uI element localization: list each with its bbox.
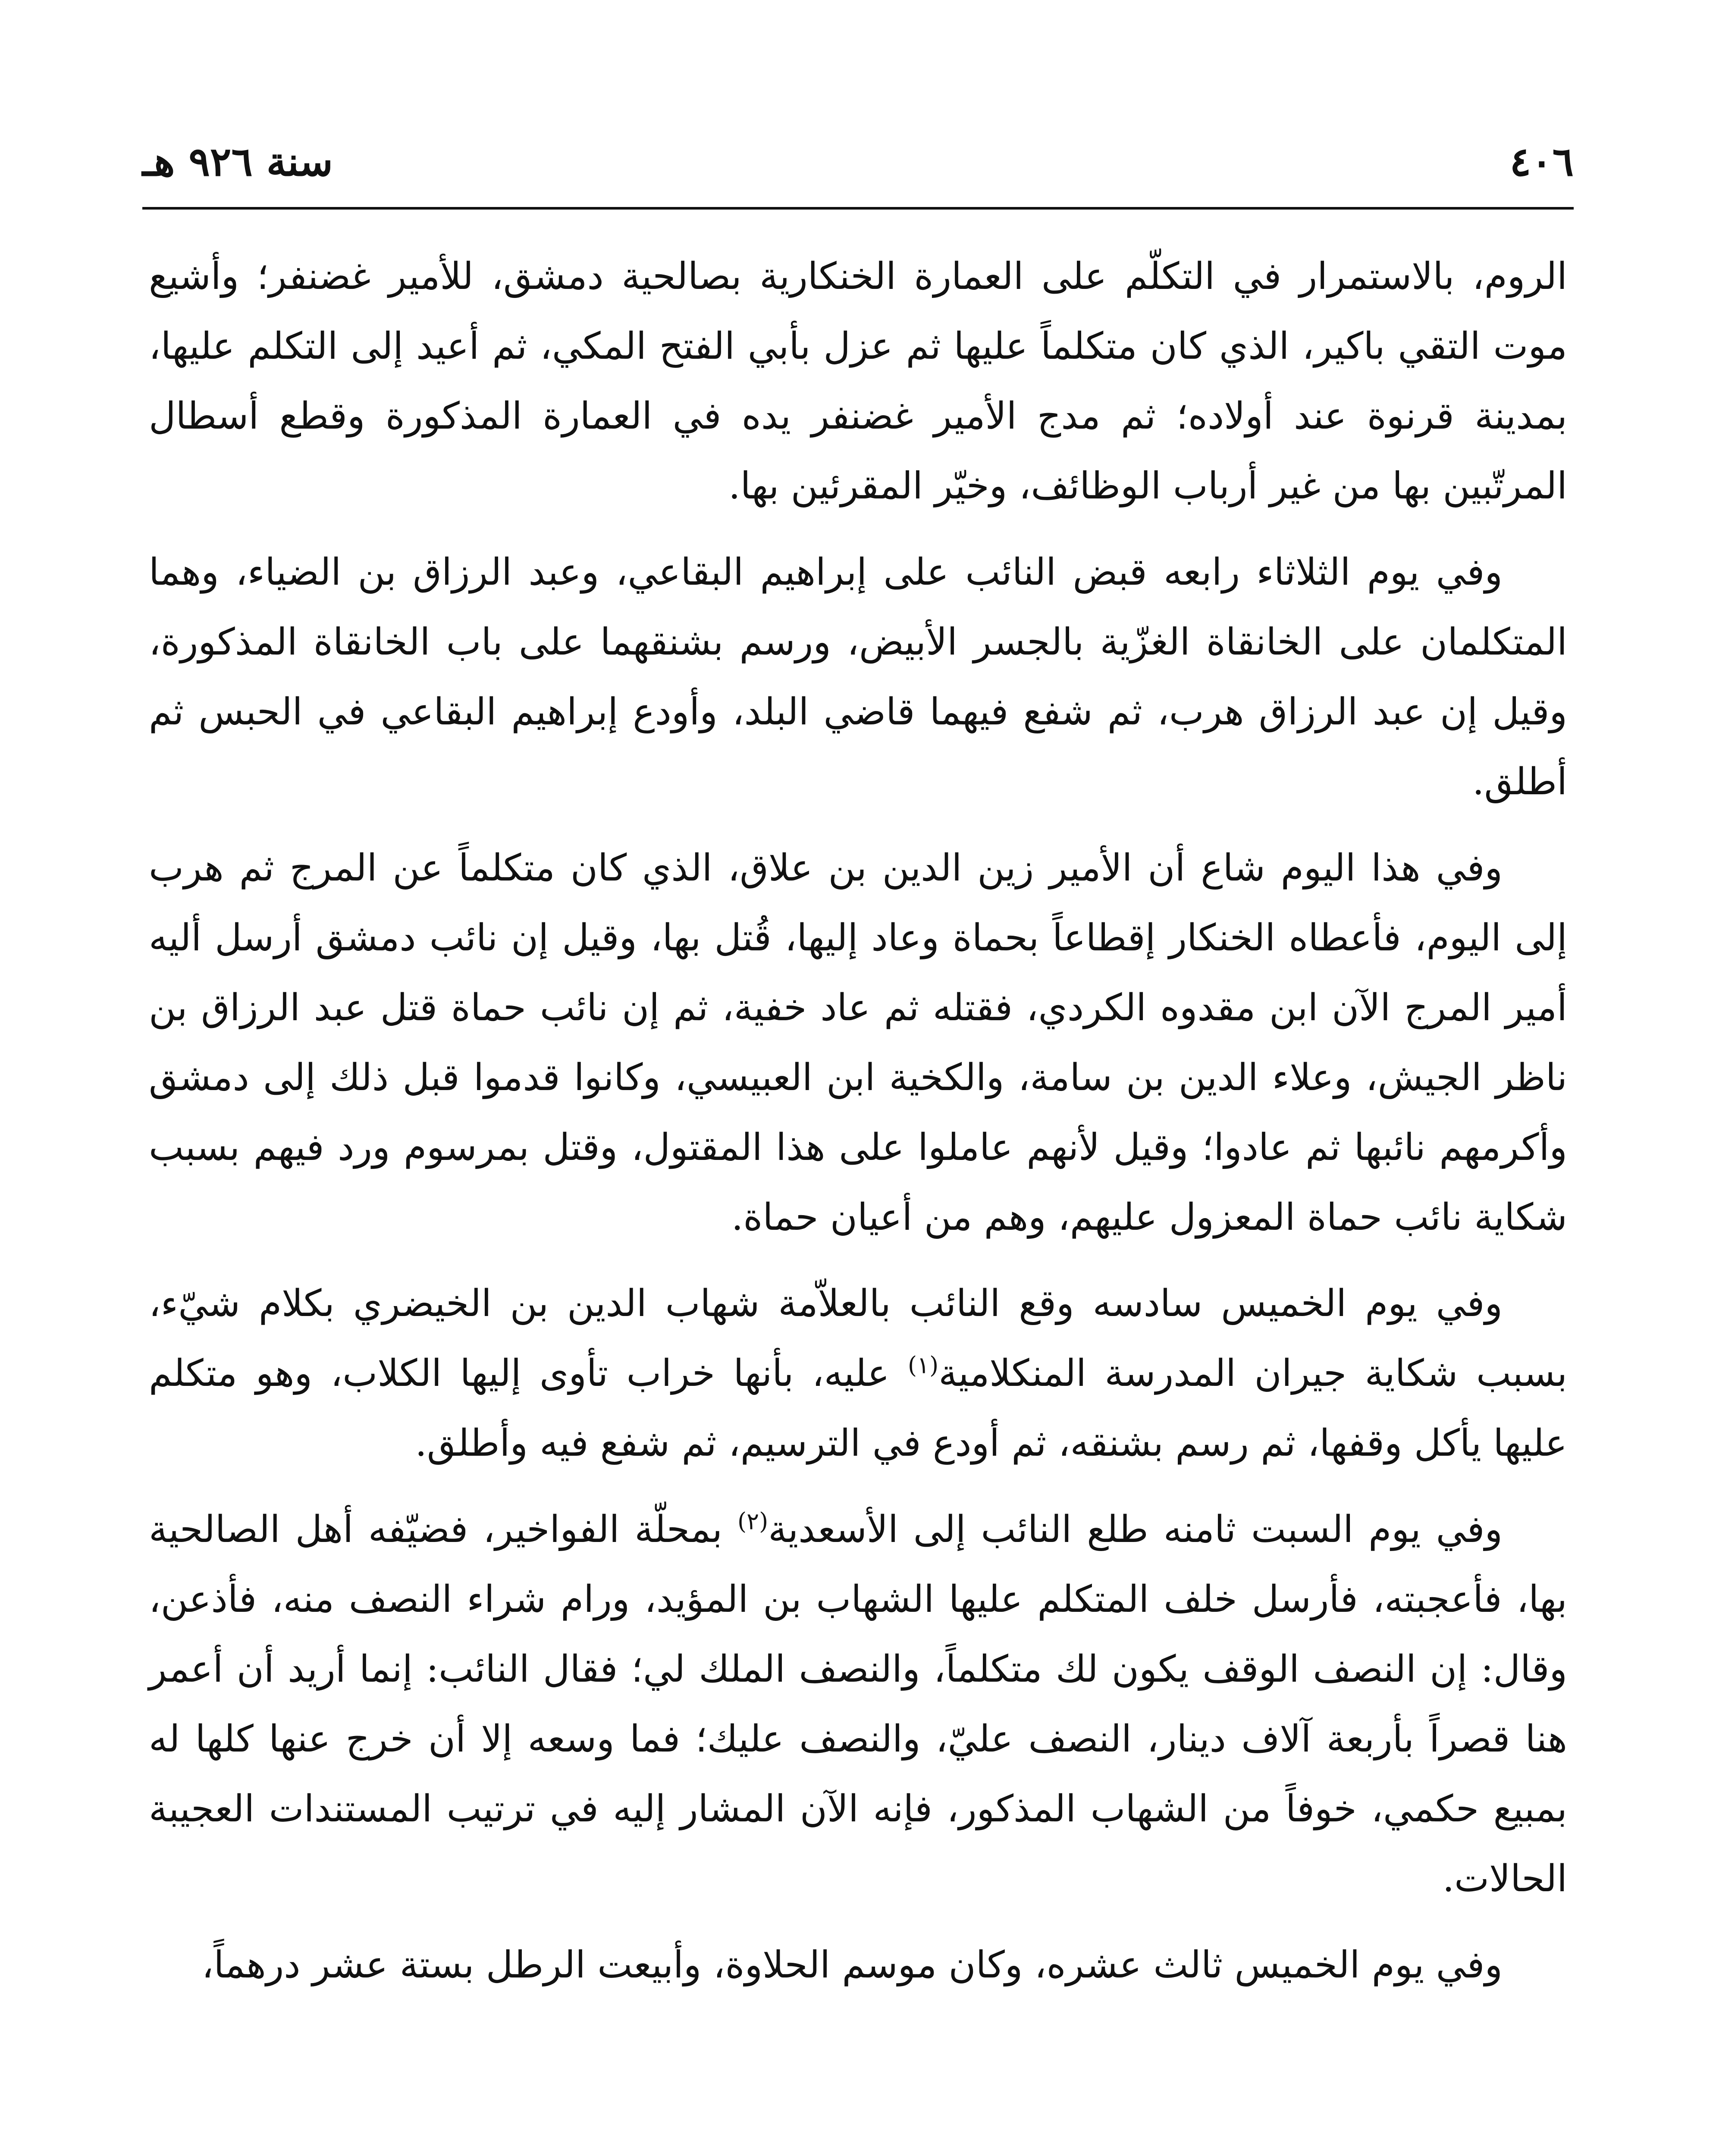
paragraph-text: بمحلّة الفواخير، فضيّفه أهل الصالحية بها، فأعجبته، فأرسل خلف المتكلم عليها الشهاب بن المؤيد، ورام شراء النصف منه، فأذعن، وقال: إن النصف الوقف يكون لك متكلماً، والنصف الملك لي؛ فقال النائب: إنما أريد أن أعمر هنا قصراً بأربعة آلاف دينار، النصف عليّ، والنصف عليك؛ فما وسعه إلا أن خرج عنها كلها له بمبيع حكمي، خوفاً من الشهاب المذكور، فإنه الآن المشار إليه في ترتيب المستندات العجيبة الحالات. — [149, 1508, 1567, 1900]
footnote-reference-2[interactable]: (٢) — [737, 1507, 769, 1535]
paragraph-text: وفي يوم السبت ثامنه طلع النائب إلى الأسعدية — [768, 1508, 1503, 1551]
header-divider — [142, 207, 1574, 210]
paragraph: الروم، بالاستمرار في التكلّم على العمارة الخنكارية بصالحية دمشق، للأمير غضنفر؛ وأشيع موت التقي باكير، الذي كان متكلماً عليها ثم عزل بأبي الفتح المكي، ثم أعيد إلى التكلم عليها، بمدينة قرنوة عند أولاده؛ ثم مدج الأمير غضنفر يده في العمارة المذكورة وقطع أسطال المرتّبين بها من غير أرباب الوظائف، وخيّر المقرئين بها. — [149, 255, 1567, 508]
paragraph — [149, 1269, 1567, 1478]
footnote-reference-1[interactable]: (١) — [908, 1351, 939, 1379]
main-text — [149, 241, 1567, 2016]
paragraph-text: وفي يوم الخميس سادسه وقع النائب بالعلاّمة شهاب الدين بن الخيضري بكلام شيّء، بسبب شكاية جيران المدرسة المنكلامية — [149, 1282, 1568, 1395]
running-head — [142, 129, 1574, 194]
paragraph: وفي هذا اليوم شاع أن الأمير زين الدين بن علاق، الذي كان متكلماً عن المرج ثم هرب إلى اليوم، فأعطاه الخنكار إقطاعاً بحماة وعاد إليها، قُتل بها، وقيل إن نائب دمشق أرسل أليه أمير المرج الآن ابن مقدوه الكردي، فقتله ثم عاد خفية، ثم إن نائب حماة قتل عبد الرزاق بن ناظر الجيش، وعلاء الدين بن سامة، والكخية ابن العبيسي، وكانوا قدموا قبل ذلك إلى دمشق وأكرمهم نائبها ثم عادوا؛ وقيل لأنهم عاملوا على هذا المقتول، وقتل بمرسوم ورد فيهم بسبب شكاية نائب حماة المعزول عليهم، وهم من أعيان حماة. — [149, 846, 1567, 1239]
paragraph: وفي يوم الخميس ثالث عشره، وكان موسم الحلاوة، وأبيعت الرطل بستة عشر درهماً، — [201, 1943, 1503, 1987]
paragraph — [149, 1495, 1567, 1914]
paragraph: وفي يوم الثلاثاء رابعه قبض النائب على إبراهيم البقاعي، وعبد الرزاق بن الضياء، وهما المتكلمان على الخانقاة الغزّية بالجسر الأبيض، ورسم بشنقهما على باب الخانقاة المذكورة، وقيل إن عبد الرزاق هرب، ثم شفع فيهما قاضي البلد، وأودع إبراهيم البقاعي في الحبس ثم أطلق. — [149, 551, 1567, 803]
page-number: ٤٠٦ — [1509, 138, 1574, 185]
running-title: سنة ٩٢٦ هـ — [142, 138, 333, 185]
paragraph-text: عليه، بأنها خراب تأوى إليها الكلاب، وهو متكلم عليها يأكل وقفها، ثم رسم بشنقه، ثم أودع في الترسيم، ثم شفع فيه وأطلق. — [149, 1352, 1567, 1465]
